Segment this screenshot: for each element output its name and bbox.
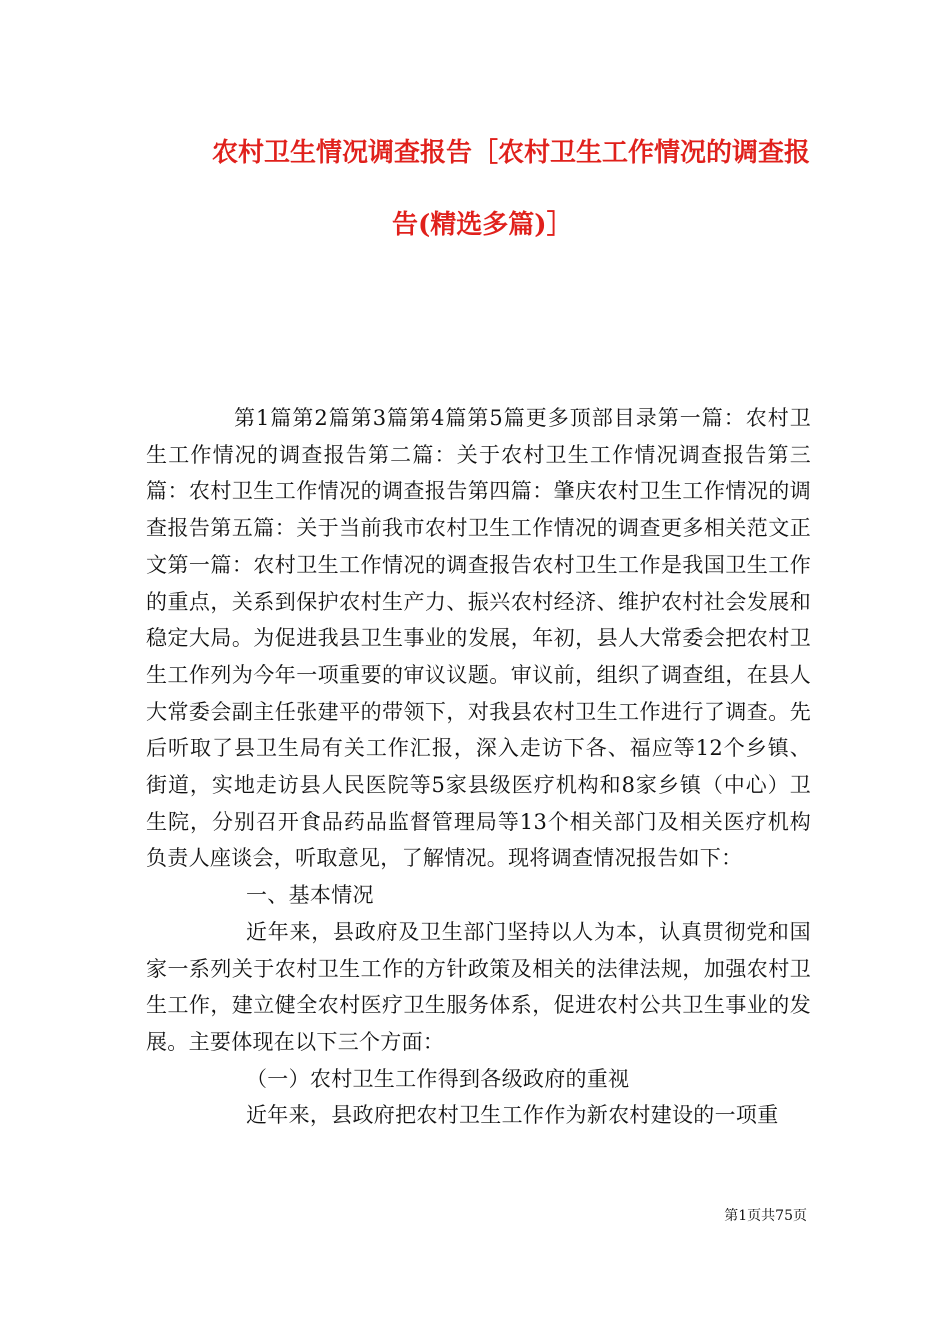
document-title-line-2: 告(精选多篇)］	[392, 210, 573, 240]
intro-paragraph: 第1篇第2篇第3篇第4篇第5篇更多顶部目录第一篇：农村卫生工作情况的调查报告第二篇：关于农村卫生工作情况调查报告第三篇：农村卫生工作情况的调查报告第四篇：肇庆农村卫生工作情况的调查报告第五篇：关于当前我市农村卫生工作情况的调查更多相关范文正文第一篇：农村卫生工作情况的调查报告农村卫生工作是我国卫生工作的重点，关系到保护农村生产力、振兴农村经济、维护农村社会发展和稳定大局。为促进我县卫生事业的发展，年初，县人大常委会把农村卫生工作列为今年一项重要的审议议题。审议前，组织了调查组，在县人大常委会副主任张建平的带领下，对我县农村卫生工作进行了调查。先后听取了县卫生局有关工作汇报，深入走访下各、福应等12个乡镇、街道，实地走访县人民医院等5家县级医疗机构和8家乡镇（中心）卫生院，分别召开食品药品监督管理局等13个相关部门及相关医疗机构负责人座谈会，听取意见，了解情况。现将调查情况报告如下：	[146, 406, 811, 871]
section-heading-basic-situation: 一、基本情况	[246, 883, 374, 908]
subsection-paragraph-government-attention: 近年来，县政府把农村卫生工作作为新农村建设的一项重	[246, 1103, 779, 1128]
page-number-footer: 第1页共75页	[724, 1208, 807, 1224]
section-paragraph-basic-situation: 近年来，县政府及卫生部门坚持以人为本，认真贯彻党和国家一系列关于农村卫生工作的方针政策及相关的法律法规，加强农村卫生工作，建立健全农村医疗卫生服务体系，促进农村公共卫生事业的发展。主要体现在以下三个方面：	[146, 919, 811, 1054]
subsection-heading-government-attention: （一）农村卫生工作得到各级政府的重视	[246, 1066, 630, 1091]
document-title-line-1: 农村卫生情况调查报告［农村卫生工作情况的调查报	[212, 138, 811, 168]
document-body	[146, 400, 811, 1134]
